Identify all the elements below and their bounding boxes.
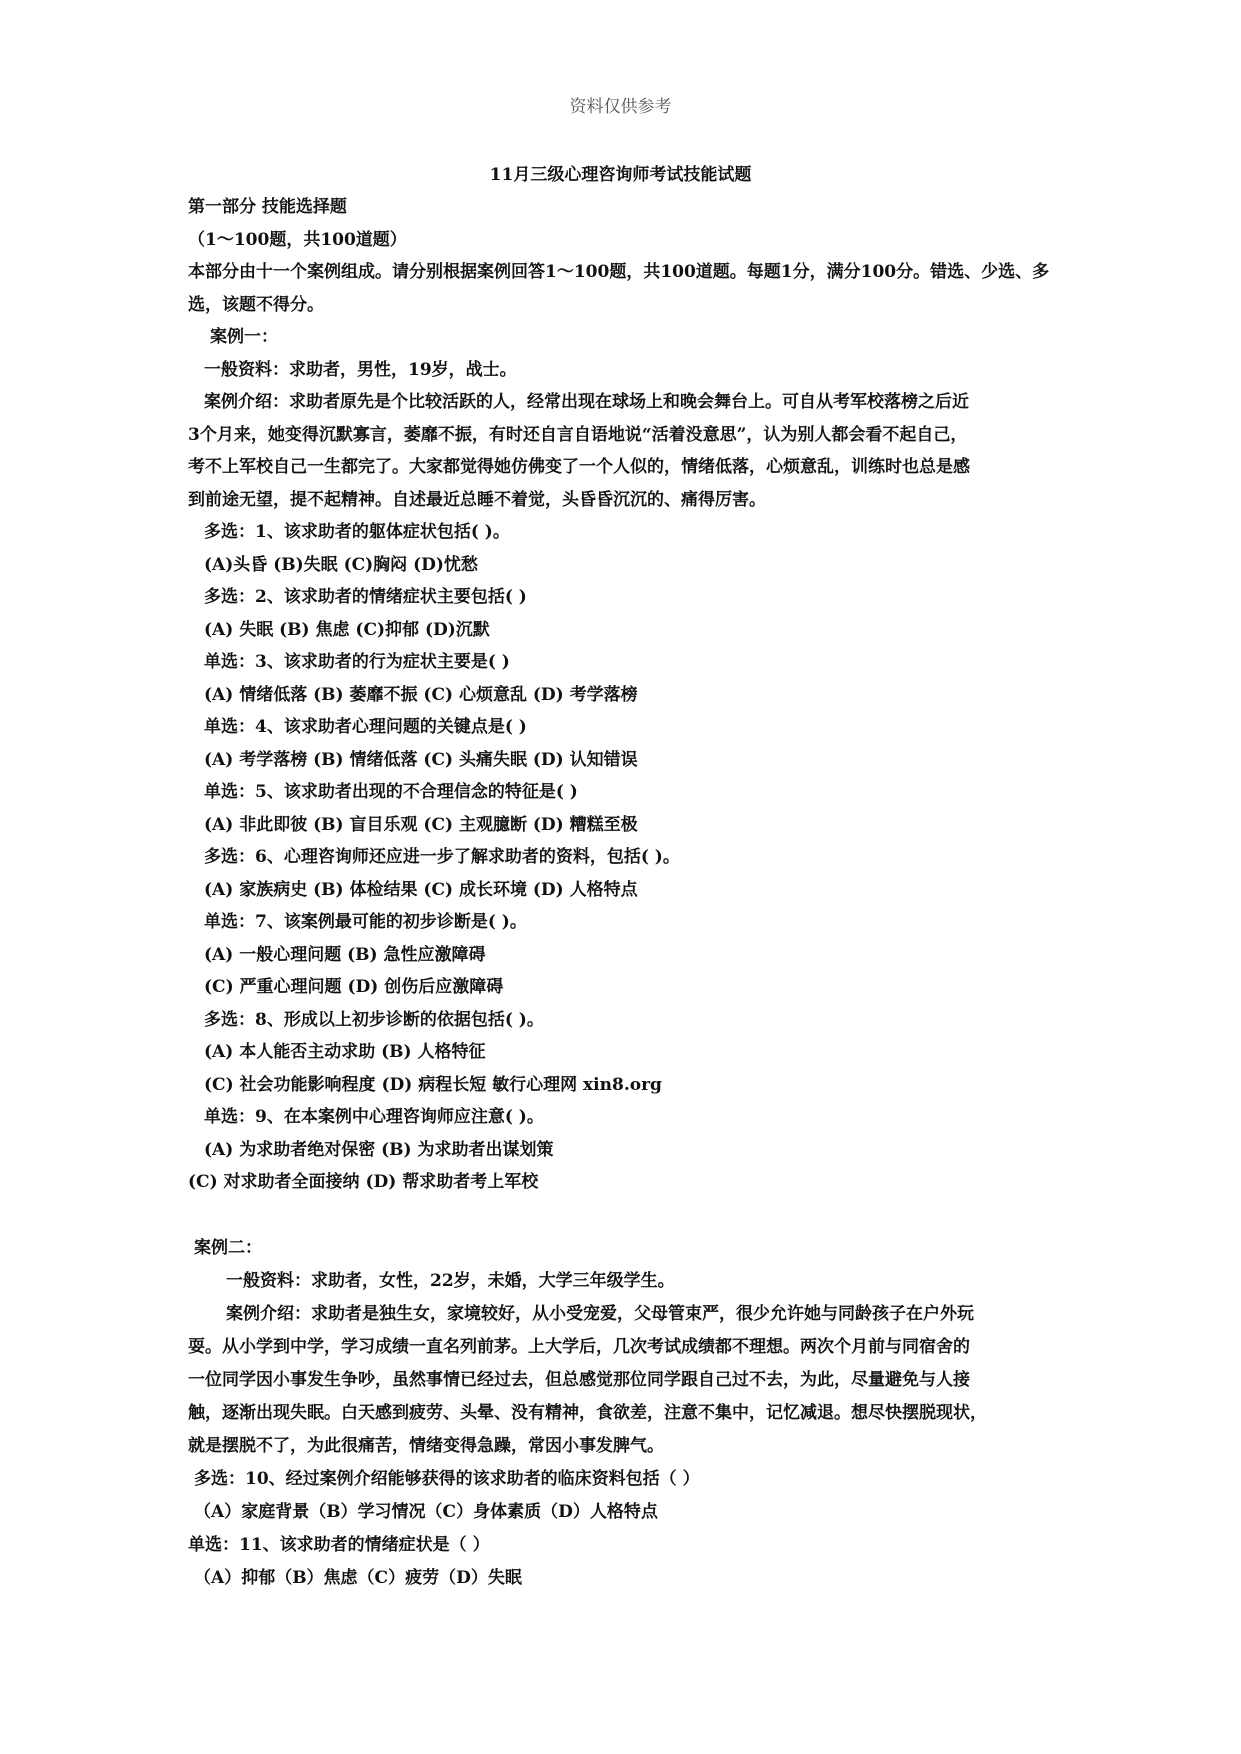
options-7b: (C) 严重心理问题 (D) 创伤后应激障碍 (204, 977, 504, 997)
options-11: （A）抑郁（B）焦虑（C）疲劳（D）失眠 (194, 1568, 522, 1588)
part1-section (188, 191, 1068, 1199)
case1-intro-line: 案例介绍：求助者原先是个比较活跃的人，经常出现在球场上和晚会舞台上。可自从考军校落榜之后近 (204, 392, 969, 412)
case2-intro-line: 就是摆脱不了，为此很痛苦，情绪变得急躁，常因小事发脾气。 (188, 1436, 664, 1456)
question-7: 单选：7、该案例最可能的初步诊断是( )。 (204, 912, 527, 932)
options-4: (A) 考学落榜 (B) 情绪低落 (C) 头痛失眠 (D) 认知错误 (204, 749, 638, 770)
case2-intro-line: 案例介绍：求助者是独生女，家境较好，从小受宠爱，父母管束严，很少允许她与同龄孩子在户外玩 (226, 1304, 974, 1324)
question-6: 多选：6、心理咨询师还应进一步了解求助者的资料，包括( )。 (204, 847, 680, 867)
case2-general: 一般资料：求助者，女性，22岁，未婚，大学三年级学生。 (226, 1271, 675, 1291)
part-heading: 第一部分 技能选择题 (188, 197, 347, 217)
question-3: 单选：3、该求助者的行为症状主要是( ) (204, 652, 510, 672)
question-10: 多选：10、经过案例介绍能够获得的该求助者的临床资料包括（ ） (194, 1469, 700, 1489)
question-4: 单选：4、该求助者心理问题的关键点是( ) (204, 717, 527, 737)
question-9: 单选：9、在本案例中心理咨询师应注意( )。 (204, 1107, 544, 1127)
question-5: 单选：5、该求助者出现的不合理信念的特征是( ) (204, 782, 578, 802)
options-10: （A）家庭背景（B）学习情况（C）身体素质（D）人格特点 (194, 1502, 658, 1522)
case2-intro-line: 一位同学因小事发生争吵，虽然事情已经过去，但总感觉那位同学跟自己过不去，为此，尽量避免与人接 (188, 1370, 970, 1390)
options-9b: (C) 对求助者全面接纳 (D) 帮求助者考上军校 (188, 1172, 539, 1192)
question-8: 多选：8、形成以上初步诊断的依据包括( )。 (204, 1009, 544, 1030)
question-11: 单选：11、该求助者的情绪症状是（ ） (188, 1535, 490, 1555)
case2-intro-line: 耍。从小学到中学，学习成绩一直名列前茅。上大学后，几次考试成绩都不理想。两次个月前与同宿舍的 (188, 1337, 970, 1357)
case1-general: 一般资料：求助者，男性，19岁，战士。 (204, 359, 517, 380)
options-6: (A) 家族病史 (B) 体检结果 (C) 成长环境 (D) 人格特点 (204, 879, 638, 900)
options-1: (A)头昏 (B)失眠 (C)胸闷 (D)忧愁 (204, 554, 478, 575)
options-9a: (A) 为求助者绝对保密 (B) 为求助者出谋划策 (204, 1139, 554, 1160)
options-2: (A) 失眠 (B) 焦虑 (C)抑郁 (D)沉默 (204, 619, 490, 640)
case1-label: 案例一： (210, 327, 278, 347)
watermark: 资料仅供参考 (569, 97, 672, 117)
case2-section (188, 1232, 1068, 1595)
case2-intro-line: 触，逐渐出现失眠。白天感到疲劳、头晕、没有精神，食欲差，注意不集中，记忆减退。想尽快摆脱现状， (188, 1403, 987, 1423)
question-1: 多选：1、该求助者的躯体症状包括( )。 (204, 522, 510, 542)
options-8a: (A) 本人能否主动求助 (B) 人格特征 (204, 1042, 486, 1062)
page-title: 11月三级心理咨询师考试技能试题 (489, 165, 752, 185)
case1-intro-line: 考不上军校自己一生都完了。大家都觉得她仿佛变了一个人似的，情绪低落，心烦意乱，训练时也总是感 (188, 457, 970, 477)
case2-label: 案例二： (194, 1238, 262, 1258)
question-range: （1～100题，共100道题） (188, 229, 407, 250)
options-5: (A) 非此即彼 (B) 盲目乐观 (C) 主观臆断 (D) 糟糕至极 (204, 814, 638, 835)
case1-intro-line: 3个月来，她变得沉默寡言，萎靡不振，有时还自言自语地说“活着没意思”，认为别人都会看不起自己， (188, 424, 968, 445)
options-7a: (A) 一般心理问题 (B) 急性应激障碍 (204, 944, 486, 965)
case1-intro-line: 到前途无望，提不起精神。自述最近总睡不着觉，头昏昏沉沉的、痛得厉害。 (188, 489, 766, 510)
question-2: 多选：2、该求助者的情绪症状主要包括( ) (204, 587, 527, 607)
part-intro: 本部分由十一个案例组成。请分别根据案例回答1～100题，共100道题。每题1分，满分100分。错选、少选、多选，该题不得分。 (188, 262, 1050, 315)
options-3: (A) 情绪低落 (B) 萎靡不振 (C) 心烦意乱 (D) 考学落榜 (204, 684, 638, 705)
options-8b: (C) 社会功能影响程度 (D) 病程长短 敏行心理网 xin8.org (204, 1074, 662, 1095)
